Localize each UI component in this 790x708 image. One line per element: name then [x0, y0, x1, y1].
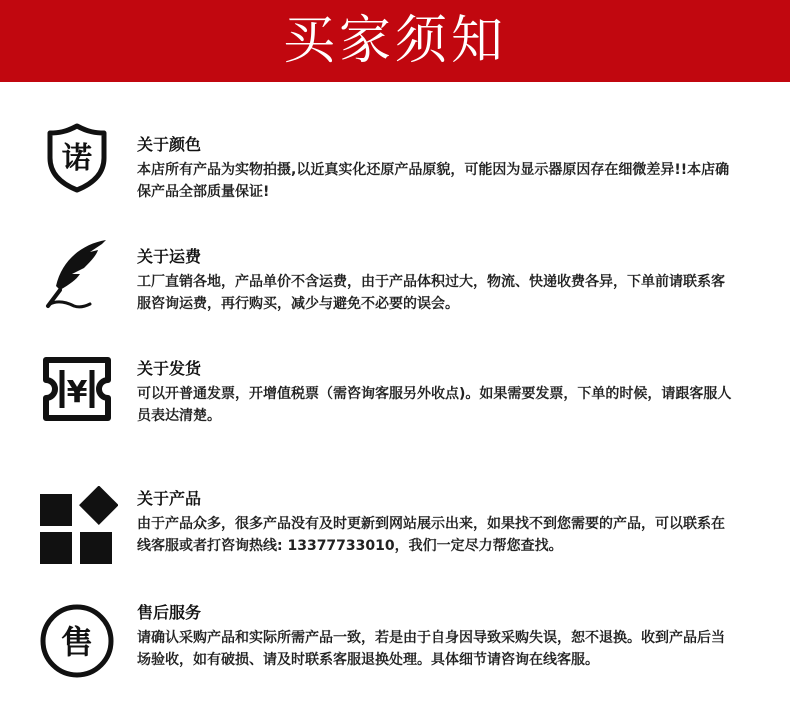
product-blocks-icon — [36, 486, 118, 568]
after-sale-circle-icon — [36, 600, 118, 682]
item-title: 关于颜色 — [137, 135, 202, 154]
item-body: 本店所有产品为实物拍摄,以近真实化还原产品原貌，可能因为显示器原因存在细微差异!!本店确保产品全部质量保证! — [137, 162, 730, 200]
item-title: 关于产品 — [137, 489, 202, 508]
item-body: 可以开普通发票，开增值税票（需咨询客服另外收点)。如果需要发票，下单的时候，请跟客服人员表达清楚。 — [137, 386, 732, 424]
feather-icon — [36, 234, 118, 316]
item-body: 工厂直销各地，产品单价不含运费，由于产品体积过大，物流、快递收费各异，下单前请联系客服咨询运费，再行购买，减少与避免不必要的误会。 — [137, 274, 725, 312]
item-body: 请确认采购产品和实际所需产品一致，若是由于自身因导致采购失误，恕不退换。收到产品后当场验收，如有破损、请及时联系客服退换处理。具体细节请咨询在线客服。 — [137, 630, 725, 668]
svg-text:诺: 诺 — [62, 141, 92, 176]
page-title: 买家须知 — [282, 11, 507, 71]
promise-shield-icon — [36, 116, 118, 198]
item-body: 由于产品众多，很多产品没有及时更新到网站展示出来，如果找不到您需要的产品，可以联系在线客服或者打咨询热线: 13377733010，我们一定尽力帮您查找。 — [137, 516, 725, 554]
header-banner — [0, 0, 790, 82]
yuan-ticket-icon — [36, 348, 118, 430]
item-title: 关于发货 — [137, 359, 202, 378]
svg-text:售: 售 — [60, 623, 94, 661]
item-title: 售后服务 — [137, 603, 202, 622]
svg-text:¥: ¥ — [66, 375, 88, 410]
item-title: 关于运费 — [137, 247, 202, 266]
